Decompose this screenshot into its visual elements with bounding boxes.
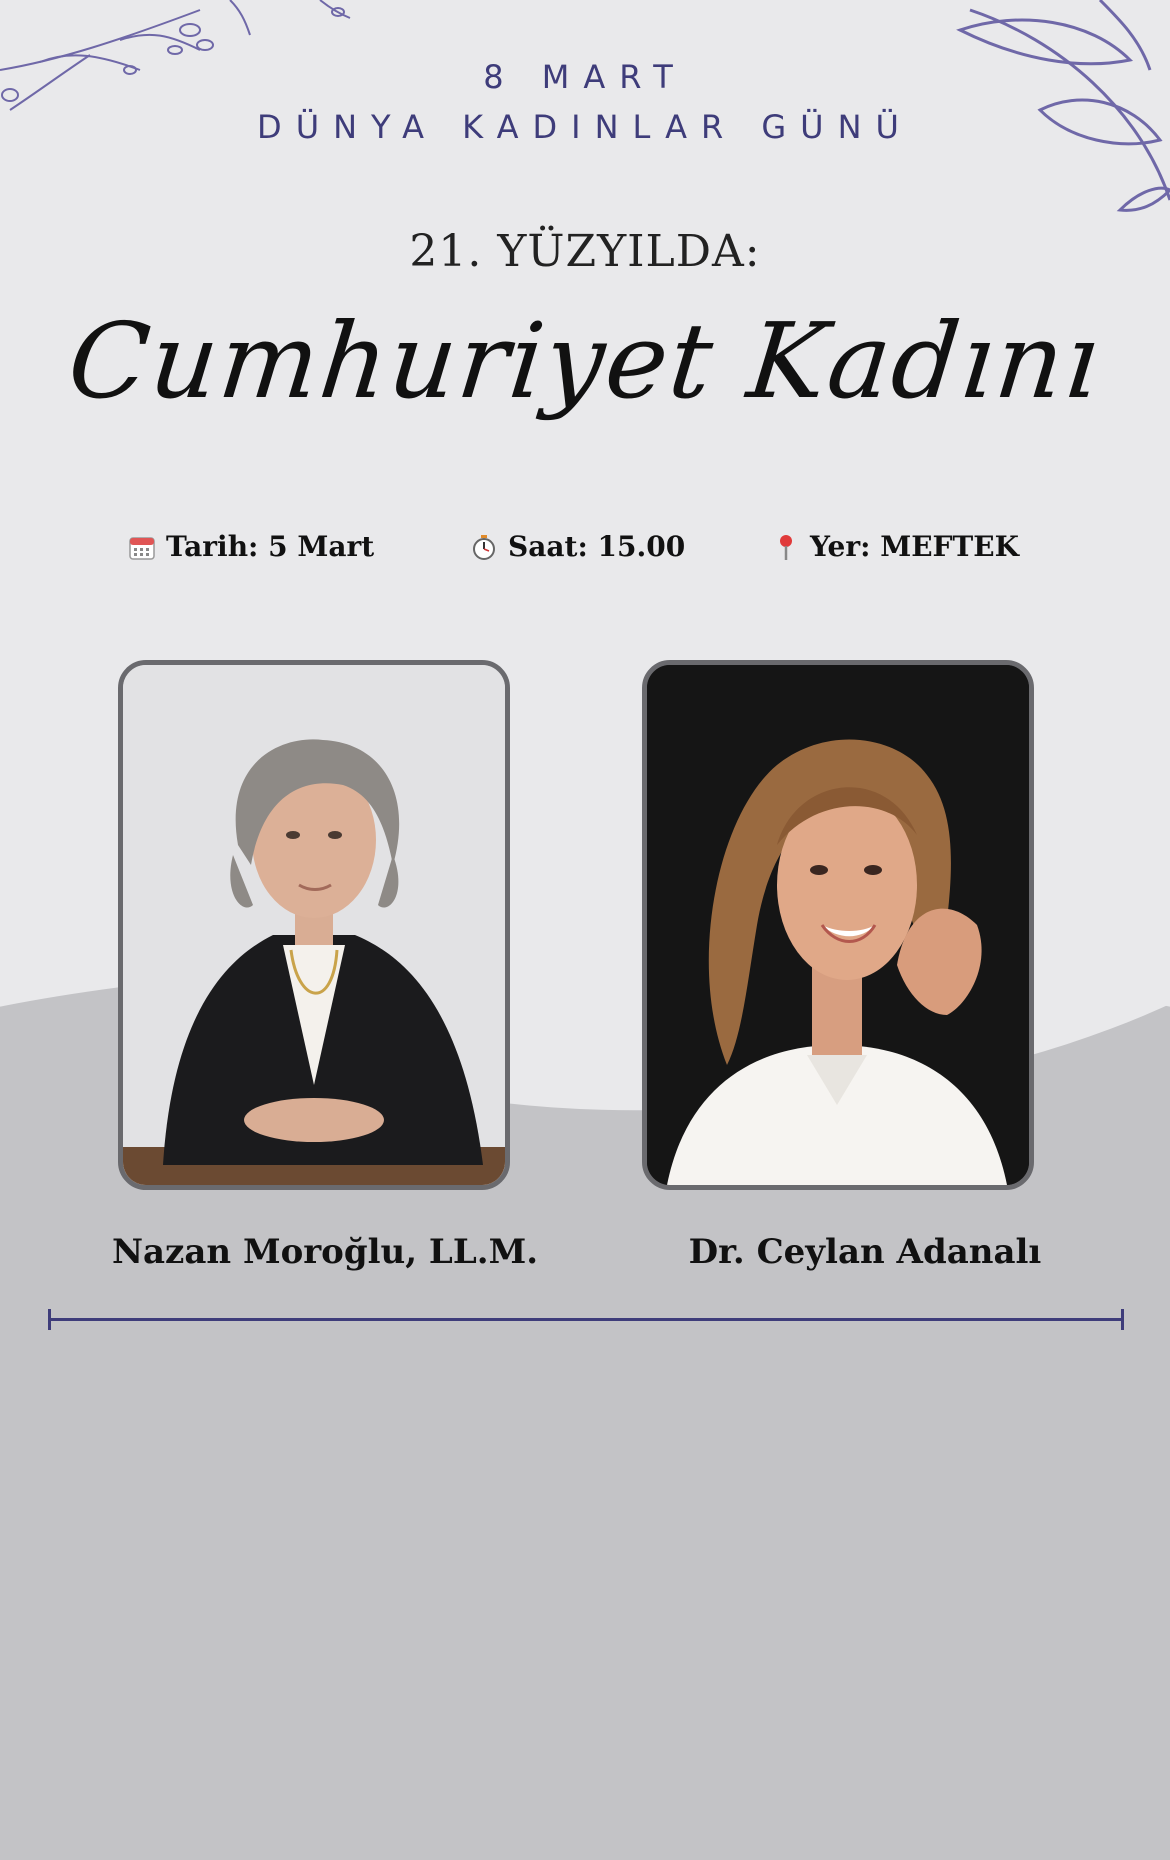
event-name-heading: DÜNYA KADINLAR GÜNÜ bbox=[257, 108, 913, 146]
speaker-photo-2 bbox=[642, 660, 1034, 1190]
speaker-name-1: Nazan Moroğlu, LL.M. bbox=[111, 1232, 539, 1272]
location-info bbox=[772, 530, 1019, 563]
calendar-icon bbox=[128, 533, 156, 561]
speaker-name-2: Dr. Ceylan Adanalı bbox=[688, 1232, 1042, 1272]
date-text: Tarih: 5 Mart bbox=[166, 530, 375, 563]
time-text: Saat: 15.00 bbox=[508, 530, 686, 563]
speaker-portrait-1-icon bbox=[123, 665, 505, 1185]
date-info bbox=[128, 530, 374, 563]
location-text: Yer: MEFTEK bbox=[810, 530, 1019, 563]
page-subtitle: 21. YÜZYILDA: bbox=[409, 226, 761, 277]
event-date-heading: 8 MART bbox=[483, 58, 687, 96]
time-info bbox=[470, 530, 685, 563]
page-title: Cumhuriyet Kadını bbox=[63, 300, 1107, 422]
stopwatch-icon bbox=[470, 533, 498, 561]
speaker-photo-1 bbox=[118, 660, 510, 1190]
pin-icon bbox=[772, 533, 800, 561]
speaker-portrait-2-icon bbox=[647, 665, 1029, 1185]
bottom-divider bbox=[48, 1318, 1124, 1321]
